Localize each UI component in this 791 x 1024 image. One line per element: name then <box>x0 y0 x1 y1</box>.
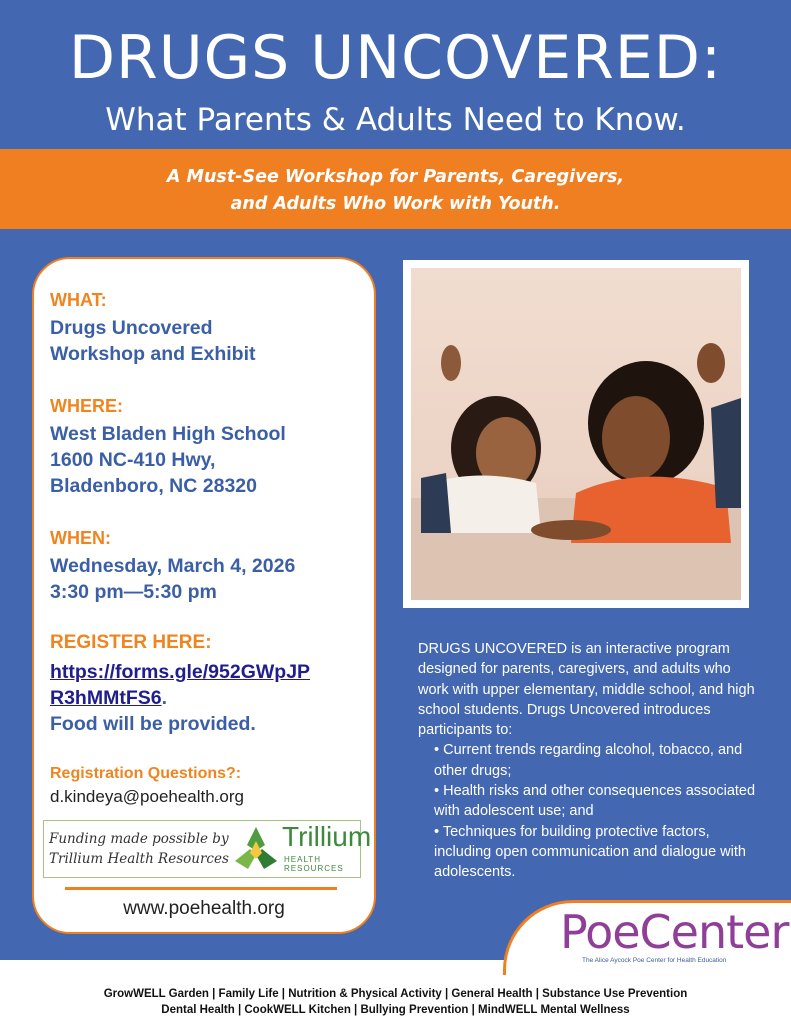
photo-mother-daughter <box>411 268 741 600</box>
photo-illustration <box>411 268 741 600</box>
list-item: • Current trends regarding alcohol, tobacco, and other drugs; <box>434 742 743 779</box>
page-subtitle: What Parents & Adults Need to Know. <box>105 102 686 138</box>
register-value <box>50 659 310 737</box>
tagline-line2: and Adults Who Work with Youth. <box>230 194 561 214</box>
program-footer <box>0 986 791 1018</box>
contact-email[interactable]: d.kindeya@poehealth.org <box>50 787 245 806</box>
footer-line1: GrowWELL Garden | Family Life | Nutrition & Physical Activity | General Health | Substance Use Prevention <box>103 988 688 1000</box>
photo-frame <box>403 260 749 608</box>
program-description <box>418 639 763 883</box>
when-line1: Wednesday, March 4, 2026 <box>50 555 296 577</box>
register-link-line2[interactable]: R3hMMtFS6 <box>50 687 162 709</box>
trillium-flower-icon <box>232 825 280 873</box>
where-value <box>50 421 286 499</box>
trillium-logo-text: Trillium <box>282 821 372 852</box>
tagline-banner <box>0 149 791 229</box>
what-line2: Workshop and Exhibit <box>50 343 256 365</box>
where-line3: Bladenboro, NC 28320 <box>50 475 257 497</box>
when-value <box>50 553 295 605</box>
description-intro: DRUGS UNCOVERED is an interactive program designed for parents, caregivers, and adults who work with upper elementary, middle school, and high school students. Drugs Uncovered introduces participants to: <box>418 641 755 739</box>
register-period: . <box>161 687 168 709</box>
where-label: WHERE: <box>50 396 123 416</box>
list-item: • Techniques for building protective factors, including open communication and dialogue with adolescents. <box>434 823 746 881</box>
when-label: WHEN: <box>50 528 111 548</box>
register-label: REGISTER HERE: <box>50 632 212 653</box>
page-title: DRUGS UNCOVERED: <box>68 23 723 93</box>
funding-text <box>49 829 229 869</box>
where-line1: West Bladen High School <box>50 423 286 445</box>
footer-line2: Dental Health | CookWELL Kitchen | Bullying Prevention | MindWELL Mental Wellness <box>161 1004 630 1016</box>
description-bullets <box>434 740 763 882</box>
list-item: • Health risks and other consequences associated with adolescent use; and <box>434 783 756 820</box>
funding-box <box>43 820 372 878</box>
tagline-line1: A Must-See Workshop for Parents, Caregivers, <box>166 167 625 187</box>
questions-label: Registration Questions?: <box>50 765 242 782</box>
where-line2: 1600 NC-410 Hwy, <box>50 449 216 471</box>
funding-line2: Trillium Health Resources <box>49 851 229 867</box>
what-label: WHAT: <box>50 290 107 310</box>
what-value <box>50 315 255 367</box>
poe-center-tagline: The Alice Aycock Poe Center for Health Education <box>582 957 727 964</box>
what-line1: Drugs Uncovered <box>50 317 213 339</box>
when-line2: 3:30 pm—5:30 pm <box>50 581 217 603</box>
funding-line1: Funding made possible by <box>49 831 229 847</box>
card-divider <box>65 887 337 890</box>
food-note: Food will be provided. <box>50 713 256 735</box>
poe-center-logo-icon: PoeCenter <box>560 905 789 959</box>
trillium-logo-subtext: HEALTH RESOURCES <box>284 855 344 873</box>
register-link-line1[interactable]: https://forms.gle/952GWpJP <box>50 661 311 683</box>
website-link[interactable]: www.poehealth.org <box>123 898 285 919</box>
